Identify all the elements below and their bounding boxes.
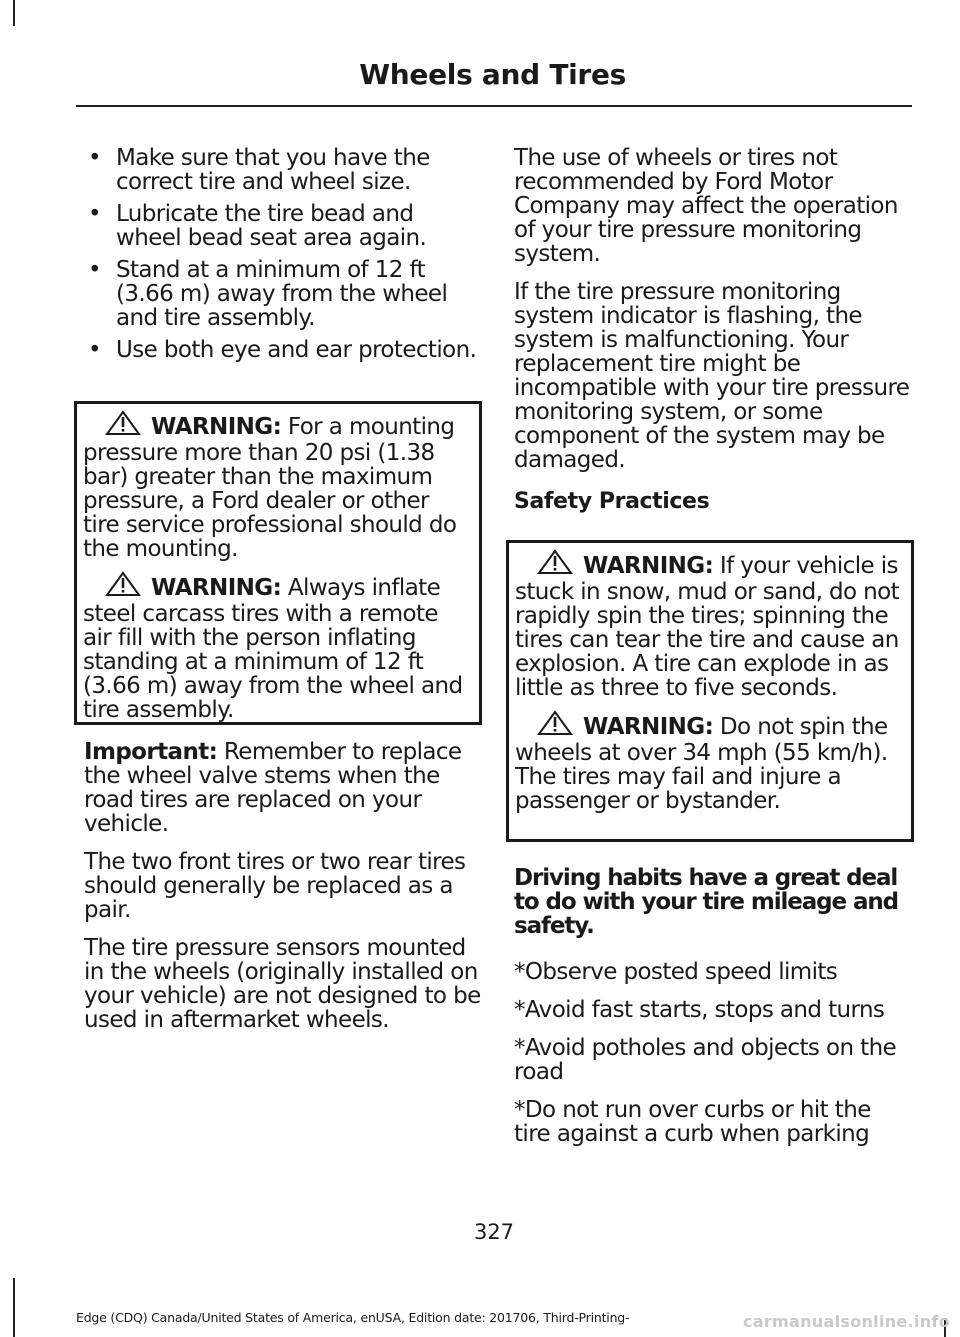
page-number: 327 — [473, 1220, 515, 1244]
section-heading: Safety Practices — [514, 489, 710, 514]
right-column — [514, 146, 912, 514]
warning-spin-speed: WARNING: Do not spin the wheels at over 34 mph (55 km/h). The tires may fail and injure a passenger or bystander. — [515, 710, 903, 813]
warning-triangle-icon — [105, 571, 141, 602]
header-rule — [76, 105, 912, 107]
warning-label: WARNING: — [151, 575, 282, 601]
list-item: • Make sure that you have the correct tire and wheel size. — [88, 145, 430, 195]
paragraph: The tire pressure sensors mounted in the wheels (originally installed on your vehicle) are not designed to be used in aftermarket wheels. — [84, 935, 481, 1033]
warning-stuck-vehicle: WARNING: If your vehicle is stuck in snow, mud or sand, do not rapidly spin the tires; spinning the tires can tear the tire and cause an explosion. A tire can explode in as little as three to five seconds. — [515, 549, 903, 700]
warning-triangle-icon — [537, 549, 573, 580]
important-note: Important: Remember to replace the wheel valve stems when the road tires are replaced on your vehicle. — [84, 739, 462, 837]
warning-steel-carcass: WARNING: Always inflate steel carcass tires with a remote air fill with the person inflating standing at a minimum of 12 ft (3.66 m) away from the wheel and tire assembly. — [83, 571, 471, 722]
paragraph: The two front tires or two rear tires should generally be replaced as a pair. — [84, 849, 466, 923]
warning-box-right — [506, 540, 914, 842]
bullet-marker: • — [88, 337, 101, 363]
bullet-marker: • — [88, 201, 101, 227]
tip-item: *Observe posted speed limits — [514, 959, 838, 985]
list-item: • Use both eye and ear protection. — [88, 337, 477, 363]
warning-mounting-pressure: WARNING: For a mounting pressure more than 20 psi (1.38 bar) greater than the maximum pressure, a Ford dealer or other tire service professional should do the mounting. — [83, 410, 471, 561]
tip-item: *Do not run over curbs or hit the tire against a curb when parking — [514, 1097, 871, 1147]
tip-item: *Avoid potholes and objects on the road — [514, 1035, 897, 1085]
left-column — [84, 146, 482, 370]
page-title: Wheels and Tires — [359, 58, 626, 91]
warning-label: WARNING: — [151, 414, 282, 440]
right-column-lower — [514, 866, 912, 1160]
bullet-list — [84, 146, 482, 362]
left-column-lower — [84, 740, 482, 1046]
bullet-marker: • — [88, 257, 101, 283]
warning-box-left — [74, 401, 482, 725]
list-item: • Stand at a minimum of 12 ft (3.66 m) away from the wheel and tire assembly. — [88, 257, 448, 331]
paragraph: If the tire pressure monitoring system indicator is flashing, the system is malfunctioning. Your replacement tire might be incompatible with your tire pressure monitoring system, or some component of the system may be damaged. — [514, 279, 910, 473]
driving-habits-heading: Driving habits have a great deal to do with your tire mileage and safety. — [514, 865, 899, 939]
crop-mark-bottom-left — [13, 1278, 15, 1337]
edition-footer: Edge (CDQ) Canada/United States of America, enUSA, Edition date: 201706, Third-Printing- — [76, 1310, 630, 1325]
warning-label: WARNING: — [583, 553, 714, 579]
crop-mark-top-left — [13, 0, 15, 26]
tip-item: *Avoid fast starts, stops and turns — [514, 997, 885, 1023]
warning-triangle-icon — [105, 410, 141, 441]
list-item: • Lubricate the tire bead and wheel bead seat area again. — [88, 201, 427, 251]
warning-triangle-icon — [537, 710, 573, 741]
paragraph: The use of wheels or tires not recommended by Ford Motor Company may affect the operation of your tire pressure monitoring system. — [514, 145, 898, 267]
warning-label: WARNING: — [583, 714, 714, 740]
bullet-marker: • — [88, 145, 101, 171]
watermark: carmanualsonline.info — [742, 1312, 950, 1331]
